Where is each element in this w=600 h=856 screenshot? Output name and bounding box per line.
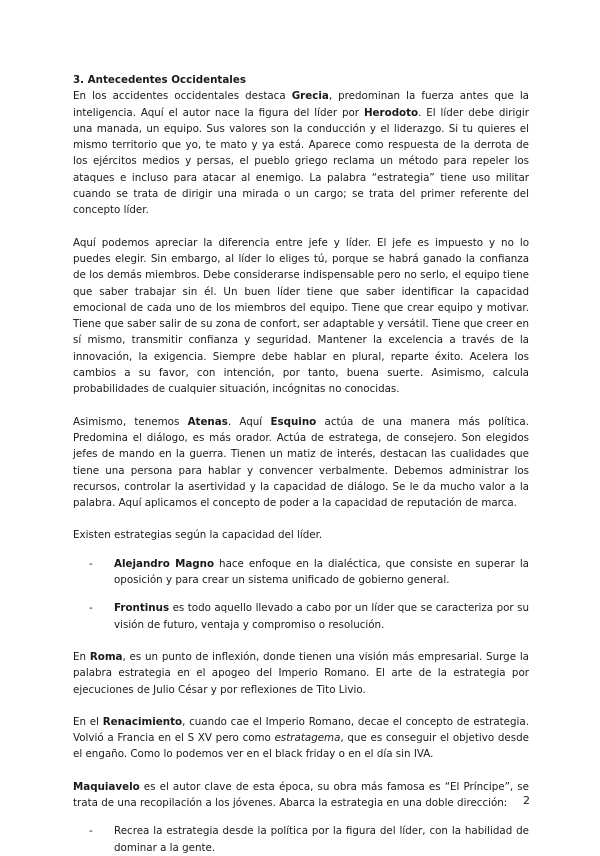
bold-term-frontinus: Frontinus [114, 602, 170, 615]
text-run: Asimismo, tenemos [73, 415, 188, 428]
italic-term-estratagema: estratagema [274, 732, 341, 745]
document-page [73, 72, 529, 856]
text-run: es el autor clave de esta época, su obra más famosa es “El Príncipe”, se trata de una recopilación a los jóvenes. Abarca la estrategia en una doble dirección: [73, 780, 529, 809]
text-run: . El líder debe dirigir una manada, un equipo. Sus valores son la conducción y el liderazgo. Si tu quieres el mismo territorio que yo, te mato y ya está. Aparece como respuesta de la derrota de los ejércitos medios y persas, el pueblo griego reclama un método para repeler los ataques e incluso para atacar al enemigo. La palabra “estrategia” tiene uso militar cuando se trata de dirigir una mirada o un cargo; se trata del primer referente del concepto líder. [73, 106, 530, 217]
bold-term-herodoto: Herodoto [363, 106, 419, 119]
paragraph-jefe-lider: Aquí podemos apreciar la diferencia entre jefe y líder. El jefe es impuesto y no lo puedes elegir. Sin embargo, al líder lo eliges tú, porque se habrá ganado la confianza de los demás miembros. Debe considerarse indispensable pero no serlo, el equipo tiene que saber trabajar sin él. Un buen líder tiene que saber identificar la capacidad emocional de cada uno de los miembros del equipo. Tiene que crear equipo y motivar. Tiene que saber salir de su zona de confort, ser adaptable y versátil. Tiene que creer en sí mismo, transmitir confianza y seguridad. Mantener la excelencia a través de la innovación, la exigencia. Siempre debe hablar en plural, reparte éxito. Acelera los cambios a su favor, con intención, por tanto, buena suerte. Asimismo, calcula probabilidades de cualquier situación, incógnitas no conocidas. [73, 236, 529, 396]
section-heading: 3. Antecedentes Occidentales [73, 74, 246, 86]
text-run: hace enfoque en la dialéctica, que consiste en superar la oposición y para crear un sistema unificado de gobierno general. [114, 557, 529, 587]
text-run: , cuando cae el Imperio Romano, decae el concepto de estrategia. Volvió a Francia en el S XV pero como [73, 715, 529, 745]
page-number: 2 [523, 794, 530, 807]
text-run: actúa de una manera más política. Predomina el diálogo, es más orador. Actúa de estratega, de consejero. Son elegidos jefes de mando en la guerra. Tienen un matiz de interés, destacan las cualidades que tiene una persona para hablar y convencer verbalmente. Debemos administrar los recursos, controlar la asertividad y la capacidad de diálogo. Se le da mucho valor a la palabra. Aquí aplicamos el concepto de poder a la capacidad de reputación de marca. [73, 415, 529, 510]
paragraph-grecia [73, 88, 529, 218]
list-item-recrea-estrategia [73, 823, 529, 856]
text-run: En [73, 650, 90, 663]
text-run: Recrea la estrategia desde la política por la figura del líder, con la habilidad de dominar a la gente. [114, 825, 529, 854]
bold-term-atenas: Atenas [187, 415, 228, 428]
bold-term-esquino: Esquino [270, 415, 317, 428]
bold-term-renacimiento: Renacimiento [102, 715, 183, 728]
text-run: . Aquí [227, 415, 271, 428]
list-item-frontinus [73, 600, 529, 633]
list-item-alejandro-magno [73, 556, 529, 589]
dash-bullet: - [89, 602, 93, 615]
dash-bullet: - [89, 557, 93, 570]
bold-term-alejandro-magno: Alejandro Magno [114, 557, 215, 570]
text-run: es todo aquello llevado a cabo por un líder que se caracteriza por su visión de futuro, ventaja y compromiso o resolución. [114, 602, 529, 631]
text-run: , predominan la fuerza antes que la inteligencia. Aquí el autor nace la figura del líder por [73, 90, 529, 119]
paragraph-estrategias-intro: Existen estrategias según la capacidad del líder. [73, 529, 323, 542]
bold-term-roma: Roma [89, 650, 123, 663]
bold-term-maquiavelo: Maquiavelo [73, 780, 140, 793]
text-run: En el [73, 715, 103, 728]
paragraph-renacimiento [73, 714, 529, 763]
bold-term-grecia: Grecia [291, 90, 329, 103]
text-run: En los accidentes occidentales destaca [73, 90, 292, 103]
text-run: , es un punto de inflexión, donde tienen una visión más empresarial. Surge la palabra estrategia en el apogeo del Imperio Romano. El arte de la estrategia por ejecuciones de Julio César y por reflexiones de Tito Livio. [73, 650, 529, 696]
text-run: , que es conseguir el objetivo desde el engaño. Como lo podemos ver en el black friday o en el día sin IVA. [73, 732, 529, 761]
paragraph-roma [73, 649, 529, 698]
paragraph-atenas [73, 414, 529, 512]
paragraph-maquiavelo [73, 779, 529, 812]
dash-bullet: - [89, 825, 93, 838]
